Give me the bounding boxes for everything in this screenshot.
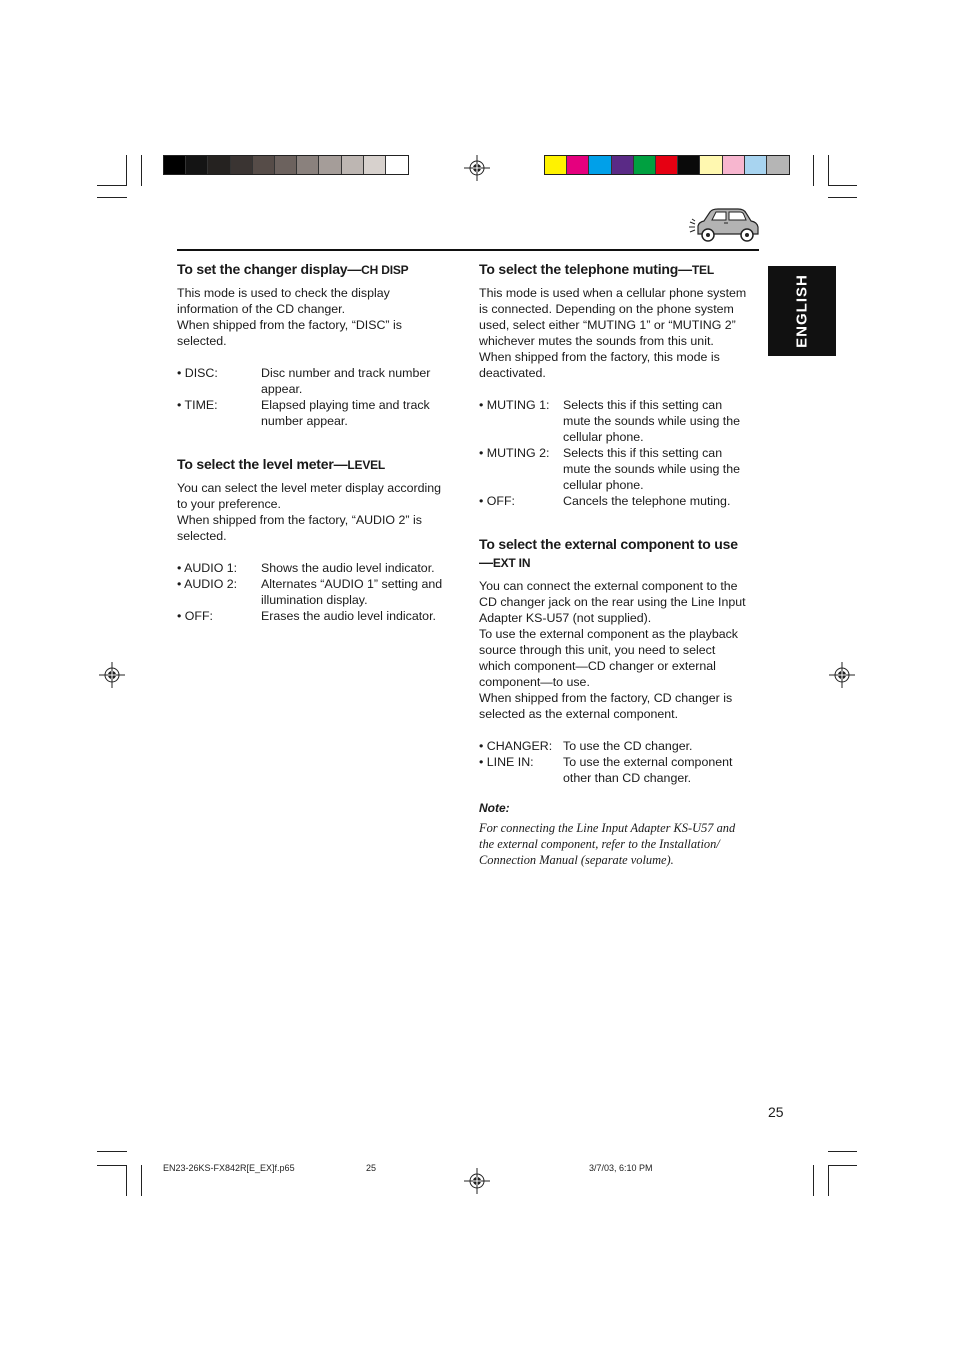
note-line: the external component, refer to the Installation/	[479, 837, 720, 851]
option-label: • TIME:	[177, 398, 218, 412]
footer-filename: EN23-26KS-FX842R[E_EX]f.p65	[163, 1163, 295, 1173]
setting-code: TEL	[691, 263, 714, 277]
swatch	[612, 156, 634, 174]
option-desc: Alternates “AUDIO 1” setting and	[261, 577, 443, 591]
option-item	[177, 397, 462, 429]
body-line: When shipped from the factory, “AUDIO 2” is	[177, 513, 422, 527]
crop-mark	[813, 155, 814, 186]
option-desc: Selects this if this setting can	[563, 446, 723, 460]
option-item	[479, 493, 764, 509]
swatch	[545, 156, 567, 174]
option-desc: Cancels the telephone muting.	[563, 494, 731, 508]
swatch	[253, 156, 275, 174]
body-line: deactivated.	[479, 366, 546, 380]
option-item	[479, 397, 764, 445]
car-icon	[688, 204, 760, 246]
option-desc: illumination display.	[261, 593, 368, 607]
option-desc: To use the external component	[563, 755, 733, 769]
section-heading: To select the telephone muting—TEL	[479, 261, 714, 277]
body-line: When shipped from the factory, CD changer is	[479, 691, 733, 705]
note-body	[479, 820, 764, 868]
body-line: used, select either “MUTING 1” or “MUTING 2”	[479, 318, 736, 332]
registration-mark-icon	[464, 1168, 490, 1194]
language-tab-label: ENGLISH	[793, 274, 811, 348]
body-line: You can select the level meter display according	[177, 481, 442, 495]
option-desc: cellular phone.	[563, 478, 644, 492]
swatch	[656, 156, 678, 174]
body-line: whichever mutes the sounds from this unit.	[479, 334, 714, 348]
option-item	[479, 738, 764, 754]
section-heading: To set the changer display—CH DISP	[177, 261, 409, 277]
body-line: CD changer jack on the rear using the Line Input	[479, 595, 746, 609]
crop-mark	[828, 1151, 857, 1152]
note-heading: Note:	[479, 801, 510, 815]
swatch	[723, 156, 745, 174]
body-line: Adapter KS-U57 (not supplied).	[479, 611, 652, 625]
swatch	[589, 156, 611, 174]
option-label: • MUTING 1:	[479, 398, 550, 412]
section-heading: To select the level meter—LEVEL	[177, 456, 386, 472]
swatch	[700, 156, 722, 174]
note-line: Connection Manual (separate volume).	[479, 853, 674, 867]
swatch	[231, 156, 253, 174]
right-column	[479, 260, 764, 868]
option-desc: mute the sounds while using the	[563, 462, 741, 476]
body-line: This mode is used when a cellular phone system	[479, 286, 747, 300]
section-heading: To select the external component to use —EXT IN	[479, 536, 738, 570]
crop-mark	[97, 1151, 127, 1152]
option-desc: Elapsed playing time and track	[261, 398, 430, 412]
crop-mark	[828, 197, 857, 198]
option-item	[479, 754, 764, 786]
crop-mark	[97, 197, 127, 198]
swatch	[319, 156, 341, 174]
swatch	[164, 156, 186, 174]
body-line: selected.	[177, 529, 227, 543]
setting-code: CH DISP	[361, 263, 409, 277]
option-label: • CHANGER:	[479, 739, 553, 753]
body-line: When shipped from the factory, “DISC” is	[177, 318, 402, 332]
swatch	[297, 156, 319, 174]
note-line: For connecting the Line Input Adapter KS-U57 and	[479, 821, 736, 835]
header-rule	[177, 249, 759, 251]
grayscale-calibration-bar	[163, 155, 409, 175]
registration-mark-icon	[464, 155, 490, 181]
swatch	[567, 156, 589, 174]
body-line: You can connect the external component to the	[479, 579, 738, 593]
swatch	[745, 156, 767, 174]
body-line: This mode is used to check the display	[177, 286, 390, 300]
crop-mark	[828, 1165, 829, 1196]
setting-code: EXT IN	[492, 556, 531, 570]
body-line: is connected. Depending on the phone system	[479, 302, 734, 316]
registration-mark-icon	[99, 662, 125, 688]
footer-page: 25	[366, 1163, 377, 1173]
option-label: • DISC:	[177, 366, 218, 380]
option-item	[479, 445, 764, 493]
option-desc: appear.	[261, 382, 303, 396]
option-label: • AUDIO 2:	[177, 577, 238, 591]
body-line: information of the CD changer.	[177, 302, 346, 316]
option-label: • AUDIO 1:	[177, 561, 238, 575]
option-item	[177, 365, 462, 397]
crop-mark	[97, 1165, 127, 1166]
body-line: to your preference.	[177, 497, 282, 511]
swatch	[678, 156, 700, 174]
option-desc: Erases the audio level indicator.	[261, 609, 436, 623]
swatch	[386, 156, 408, 174]
crop-mark	[126, 155, 127, 186]
option-desc: Shows the audio level indicator.	[261, 561, 435, 575]
option-item	[177, 560, 462, 576]
crop-mark	[813, 1165, 814, 1196]
option-label: • OFF:	[479, 494, 515, 508]
option-desc: other than CD changer.	[563, 771, 692, 785]
left-column	[177, 260, 462, 624]
body-line: source through this unit, you need to select	[479, 643, 716, 657]
crop-mark	[828, 155, 829, 186]
option-desc: To use the CD changer.	[563, 739, 693, 753]
page-number: 25	[768, 1104, 784, 1120]
body-line: To use the external component as the playback	[479, 627, 738, 641]
body-line: selected as the external component.	[479, 707, 679, 721]
body-line: which component—CD changer or external	[479, 659, 716, 673]
setting-code: LEVEL	[347, 458, 386, 472]
option-desc: Disc number and track number	[261, 366, 431, 380]
option-desc: Selects this if this setting can	[563, 398, 723, 412]
registration-mark-icon	[829, 662, 855, 688]
swatch	[634, 156, 656, 174]
swatch	[767, 156, 789, 174]
option-desc: mute the sounds while using the	[563, 414, 741, 428]
option-label: • OFF:	[177, 609, 213, 623]
crop-mark	[141, 155, 142, 186]
option-desc: number appear.	[261, 414, 348, 428]
swatch	[275, 156, 297, 174]
option-label: • LINE IN:	[479, 755, 534, 769]
crop-mark	[141, 1165, 142, 1196]
crop-mark	[97, 185, 127, 186]
swatch	[186, 156, 208, 174]
swatch	[208, 156, 230, 174]
body-line: component—to use.	[479, 675, 590, 689]
language-tab	[768, 266, 836, 356]
body-line: When shipped from the factory, this mode is	[479, 350, 720, 364]
swatch	[364, 156, 386, 174]
crop-mark	[126, 1165, 127, 1196]
option-label: • MUTING 2:	[479, 446, 550, 460]
option-desc: cellular phone.	[563, 430, 644, 444]
crop-mark	[828, 185, 857, 186]
body-line: selected.	[177, 334, 227, 348]
option-item	[177, 608, 462, 624]
footer-date: 3/7/03, 6:10 PM	[589, 1163, 653, 1173]
color-calibration-bar	[544, 155, 790, 175]
option-item	[177, 576, 462, 608]
swatch	[342, 156, 364, 174]
crop-mark	[828, 1165, 857, 1166]
